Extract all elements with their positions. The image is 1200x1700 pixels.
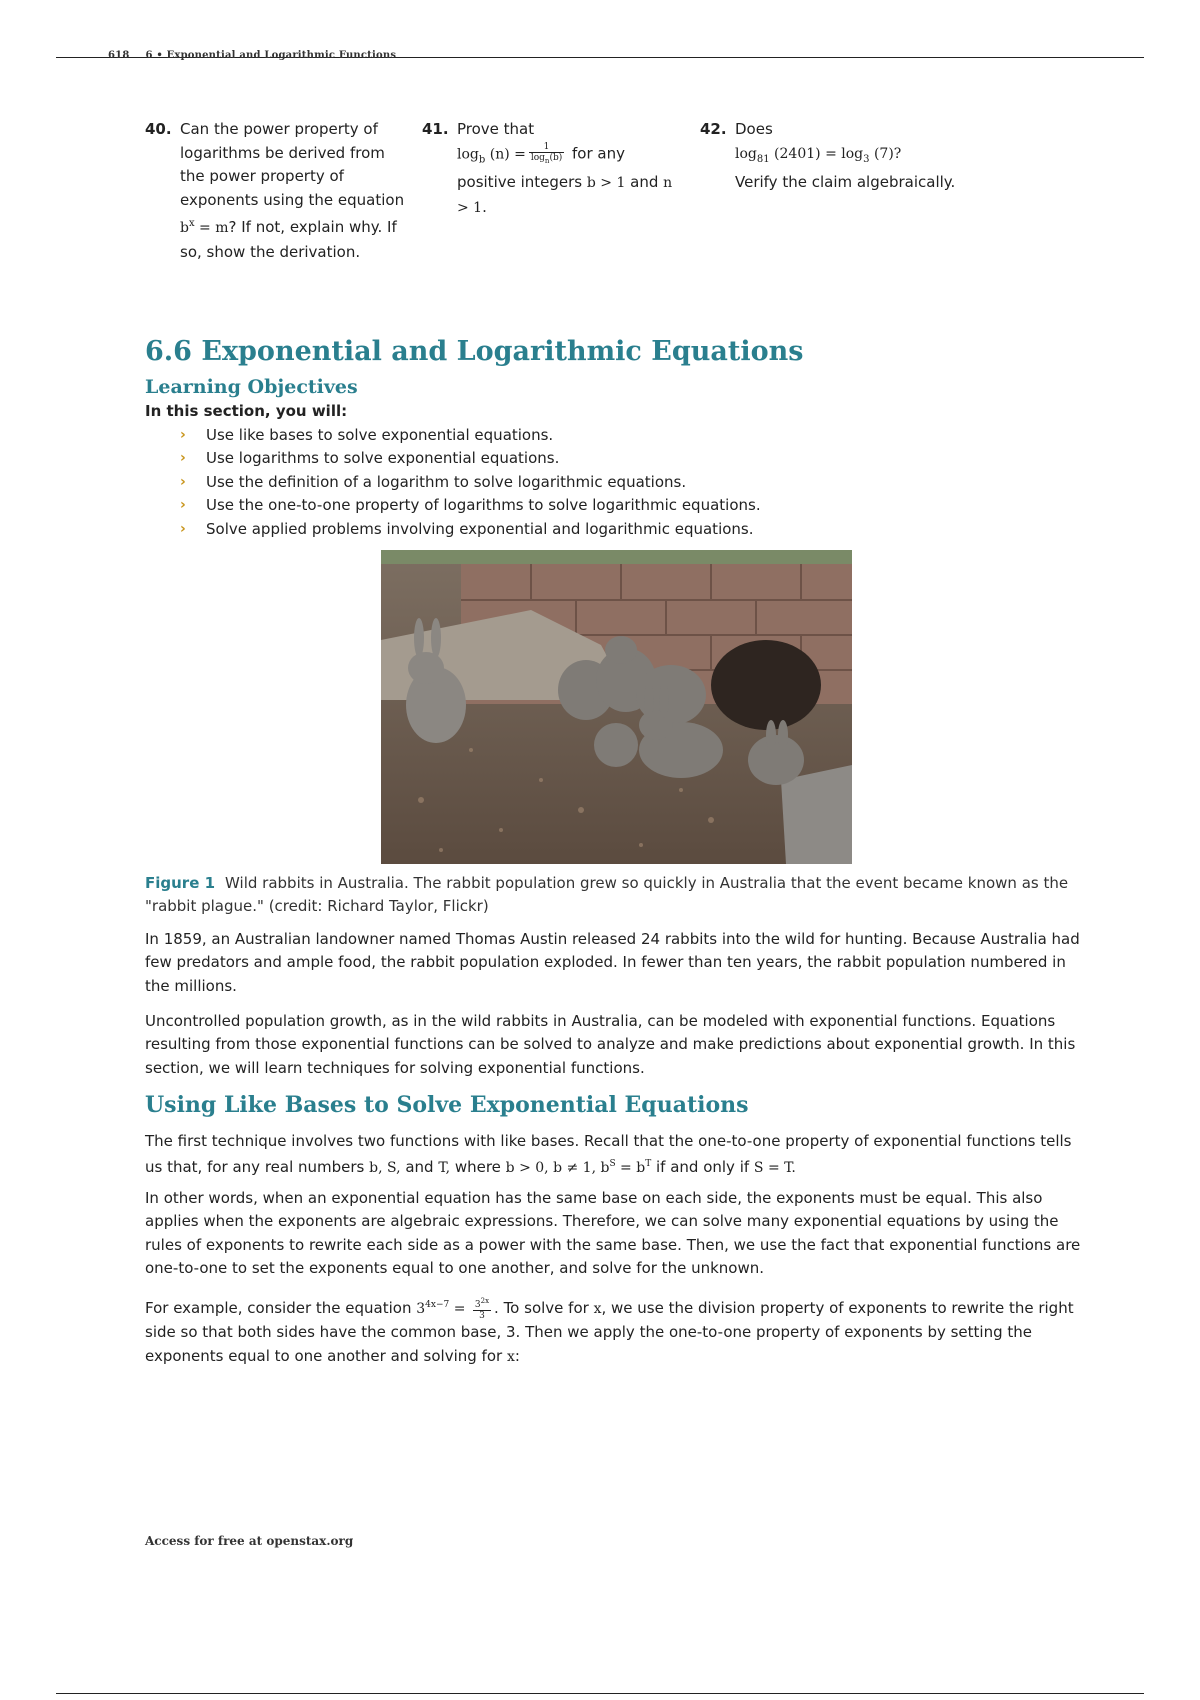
list-item xyxy=(180,471,761,494)
fraction-denominator: 3 xyxy=(479,1311,485,1321)
math-condition: b > 0, b ≠ 1, b xyxy=(505,1160,610,1177)
math-base: 3 xyxy=(416,1301,426,1317)
paragraph-one-to-one xyxy=(145,1130,1090,1181)
math-var-t: T, xyxy=(438,1160,451,1177)
exercise-42 xyxy=(700,118,960,195)
figure-caption-text: Wild rabbits in Australia. The rabbit population grew so quickly in Australia that the event became known as the "rabbit plague." (credit: Richard Taylor, Flickr) xyxy=(145,874,1069,915)
math-arg: (n) = xyxy=(485,145,526,162)
fraction-numerator: 1 xyxy=(529,142,564,153)
section-title: 6.6 Exponential and Logarithmic Equations xyxy=(145,336,804,367)
footer-link[interactable]: Access for free at openstax.org xyxy=(145,1534,354,1548)
exercise-body xyxy=(457,118,682,220)
exercise-number: 40. xyxy=(145,120,172,138)
condition-n: n > 1 xyxy=(457,175,673,216)
math-sub: 81 xyxy=(756,153,770,165)
learning-objectives-intro: In this section, you will: xyxy=(145,402,348,420)
objective-text: Use the one-to-one property of logarithms to solve logarithmic equations. xyxy=(206,496,761,515)
objective-text: Use the definition of a logarithm to solve logarithmic equations. xyxy=(206,472,687,491)
chevron-right-icon: › xyxy=(180,473,186,490)
objective-text: Use logarithms to solve exponential equations. xyxy=(206,449,560,468)
text: . To solve for xyxy=(494,1299,594,1317)
math-arg: (7)? xyxy=(869,145,902,162)
math-eq: = xyxy=(449,1301,470,1317)
math-arg: (2401) = xyxy=(769,145,842,162)
exercise-40 xyxy=(145,118,410,264)
math-conclusion: S = T. xyxy=(753,1160,796,1177)
math-sup-s: S xyxy=(609,1159,616,1170)
objective-text: Solve applied problems involving exponential and logarithmic equations. xyxy=(206,519,754,538)
math-vars: b, S, xyxy=(369,1160,401,1177)
math-var-x: x xyxy=(593,1301,602,1317)
denominator-sub: n xyxy=(544,156,550,165)
paragraph-example xyxy=(145,1294,1090,1369)
math-exponent: 4x−7 xyxy=(425,1300,450,1310)
numerator-base: 3 xyxy=(474,1300,481,1310)
math-sup-t: T xyxy=(645,1159,652,1170)
chevron-right-icon: › xyxy=(180,497,186,514)
fraction-denominator xyxy=(529,153,564,166)
math-log: log xyxy=(457,145,479,162)
exercise-body xyxy=(180,118,410,264)
math-base: b xyxy=(180,220,189,236)
chapter-title: 6 • Exponential and Logarithmic Functions xyxy=(145,50,397,61)
denominator-arg: (b) xyxy=(549,152,563,163)
exercise-text: and xyxy=(625,173,664,192)
objective-text: Use like bases to solve exponential equations. xyxy=(206,426,554,444)
footer-rule xyxy=(56,1693,1144,1694)
exercise-text: for any positive integers xyxy=(457,143,625,192)
exercise-body xyxy=(735,118,960,195)
chevron-right-icon: › xyxy=(180,427,186,443)
condition-b: b > 1 xyxy=(586,175,626,192)
list-item xyxy=(180,494,761,517)
subheading-like-bases: Using Like Bases to Solve Exponential Equations xyxy=(145,1092,749,1118)
running-head xyxy=(108,50,396,61)
math-rhs: = m xyxy=(194,220,229,236)
math-fraction xyxy=(473,1296,491,1321)
math-fraction xyxy=(529,142,564,166)
chevron-right-icon: › xyxy=(180,450,186,467)
text: For example, consider the equation xyxy=(145,1299,417,1317)
exercise-number: 41. xyxy=(422,120,449,138)
text: The first technique involves two functions with like bases. Recall that the one-to-one property of exponential functions tells us that, for any real numbers xyxy=(145,1132,1072,1177)
list-item xyxy=(180,447,761,470)
math-var-x: x xyxy=(506,1348,515,1365)
exercise-text: Prove that xyxy=(457,120,535,138)
text: where xyxy=(450,1158,506,1177)
exercise-41 xyxy=(422,118,682,220)
exercise-text: . xyxy=(482,197,487,216)
learning-objectives-list xyxy=(180,424,761,541)
denominator-log: log xyxy=(530,152,545,163)
figure-label: Figure 1 xyxy=(145,874,216,892)
exercise-text: Can the power property of logarithms be derived from the power property of exponents using the equation xyxy=(180,120,405,209)
text: if and only if xyxy=(651,1158,754,1177)
math-log: log xyxy=(841,145,864,162)
page-number: 618 xyxy=(108,50,130,61)
exercise-text: ? If not, explain why. If so, show the derivation. xyxy=(180,218,397,261)
list-item xyxy=(180,424,761,447)
text: : xyxy=(514,1346,520,1365)
math-eq: = b xyxy=(615,1160,646,1177)
math-sub: b xyxy=(478,153,486,165)
paragraph-growth: Uncontrolled population growth, as in the wild rabbits in Australia, can be modeled with exponential functions. Equations resulting from those exponential functions can be solved to analyze and make predictions about exponential growth. In this section, we will learn techniques for solving exponential functions. xyxy=(145,1012,1076,1077)
learning-objectives-heading: Learning Objectives xyxy=(145,376,358,398)
exercise-text: Verify the claim algebraically. xyxy=(735,173,956,191)
paragraph-history: In 1859, an Australian landowner named Thomas Austin released 24 rabbits into the wild for hunting. Because Australia had few predators and ample food, the rabbit population exploded. In fewer than ten years, the rabbit population numbered in the millions. xyxy=(145,930,1080,995)
paragraph-other-words: In other words, when an exponential equation has the same base on each side, the exponents must be equal. This also applies when the exponents are algebraic expressions. Therefore, we can solve many exponential equations by using the rules of exponents to rewrite each side as a power with the same base. Then, we use the fact that exponential functions are one-to-one to set the exponents equal to one another, and solve for the unknown. xyxy=(145,1189,1081,1277)
math-sub: 3 xyxy=(863,153,870,165)
exercise-number: 42. xyxy=(700,120,727,138)
figure-caption xyxy=(145,872,1075,918)
fraction-numerator xyxy=(473,1296,491,1311)
exercise-text: Does xyxy=(735,120,773,138)
text: , we use the division property of exponents to rewrite the right side so that both sides have the common base, 3. Then we apply the one-to-one property of exponents by setting the exponents equal to one another and solving for xyxy=(145,1299,1074,1365)
rabbits-illustration xyxy=(381,550,852,864)
figure-photo-rabbits xyxy=(381,550,852,864)
math-exponent: x xyxy=(188,218,195,229)
chevron-right-icon: › xyxy=(180,520,186,537)
numerator-exponent: 2x xyxy=(480,1297,490,1305)
math-log: log xyxy=(735,145,757,162)
list-item xyxy=(180,518,761,541)
text: and xyxy=(400,1158,439,1177)
